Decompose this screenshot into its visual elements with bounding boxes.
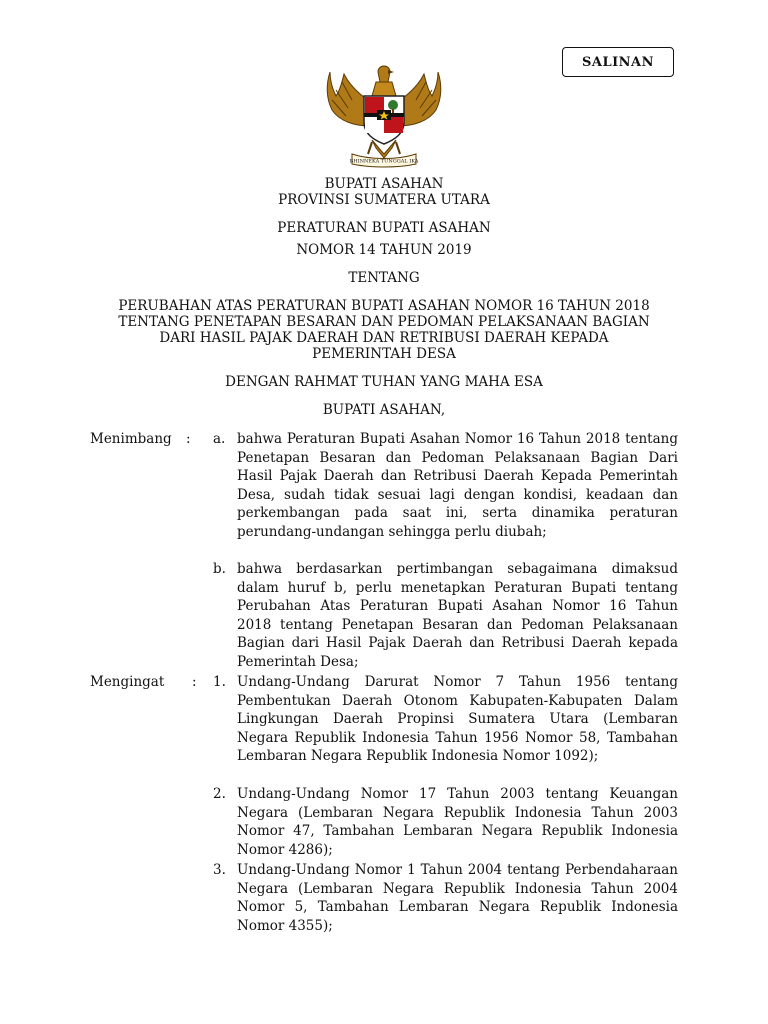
menimbang-label: Menimbang xyxy=(90,431,172,447)
issuer-office: BUPATI ASAHAN xyxy=(324,176,444,192)
subject-line: TENTANG PENETAPAN BESARAN DAN PEDOMAN PELAKSANAAN BAGIAN xyxy=(118,314,650,330)
garuda-pancasila-emblem-icon xyxy=(322,60,446,168)
mengingat-item-marker: 2. xyxy=(213,786,226,802)
subject-line: DARI HASIL PAJAK DAERAH DAN RETRIBUSI DAERAH KEPADA xyxy=(159,330,609,346)
invocation: DENGAN RAHMAT TUHAN YANG MAHA ESA xyxy=(225,374,543,390)
mengingat-colon: : xyxy=(192,674,197,690)
menimbang-item-text: bahwa berdasarkan pertimbangan sebagaimana dimaksud dalam huruf b, perlu menetapkan Peraturan Bupati tentang Perubahan Atas Peraturan Bupati Asahan Nomor 16 Tahun 2018 tentang Penetapan Besaran dan Pedoman Pelaksanaan Bagian dari Hasil Pajak Daerah dan Retribusi Daerah kepada Pemerintah Desa; xyxy=(237,561,678,670)
tentang-heading: TENTANG xyxy=(348,270,420,286)
subject-line: PEMERINTAH DESA xyxy=(312,346,456,362)
mengingat-item-text: Undang-Undang Nomor 17 Tahun 2003 tentang Keuangan Negara (Lembaran Negara Republik Indonesia Tahun 2003 Nomor 47, Tambahan Lembaran Negara Republik Indonesia Nomor 4286); xyxy=(237,786,678,858)
issuer-heading: BUPATI ASAHAN, xyxy=(322,402,446,418)
subject-line: PERUBAHAN ATAS PERATURAN BUPATI ASAHAN NOMOR 16 TAHUN 2018 xyxy=(118,298,650,314)
mengingat-item-text: Undang-Undang Nomor 1 Tahun 2004 tentang Perbendaharaan Negara (Lembaran Negara Republik Indonesia Tahun 2004 Nomor 5, Tambahan Lembaran Negara Republik Indonesia Nomor 4355); xyxy=(237,862,678,934)
mengingat-item-marker: 3. xyxy=(213,862,226,878)
menimbang-item-marker: b. xyxy=(213,561,226,577)
salinan-stamp: SALINAN xyxy=(562,47,674,77)
regulation-title: PERATURAN BUPATI ASAHAN xyxy=(277,220,491,236)
menimbang-item-marker: a. xyxy=(213,431,226,447)
menimbang-item-text: bahwa Peraturan Bupati Asahan Nomor 16 Tahun 2018 tentang Penetapan Besaran dan Pedoman Pelaksanaan Bagian Dari Hasil Pajak Daerah dan Retribusi Daerah Kepada Pemerintah Desa, sudah tidak sesuai lagi dengan kondisi, keadaan dan perkembangan pada saat ini, serta dinamika peraturan perundang-undangan sehingga perlu diubah; xyxy=(237,431,678,540)
issuer-province: PROVINSI SUMATERA UTARA xyxy=(278,192,490,208)
emblem-motto: BHINNEKA TUNGGAL IKA xyxy=(349,158,419,165)
mengingat-label: Mengingat xyxy=(90,674,165,690)
regulation-number: NOMOR 14 TAHUN 2019 xyxy=(296,242,472,258)
menimbang-colon: : xyxy=(186,431,191,447)
mengingat-item-text: Undang-Undang Darurat Nomor 7 Tahun 1956 tentang Pembentukan Daerah Otonom Kabupaten-Kabupaten Dalam Lingkungan Daerah Propinsi Sumatera Utara (Lembaran Negara Republik Indonesia Tahun 1956 Nomor 58, Tambahan Lembaran Negara Republik Indonesia Nomor 1092); xyxy=(237,674,678,765)
mengingat-item-marker: 1. xyxy=(213,674,226,690)
